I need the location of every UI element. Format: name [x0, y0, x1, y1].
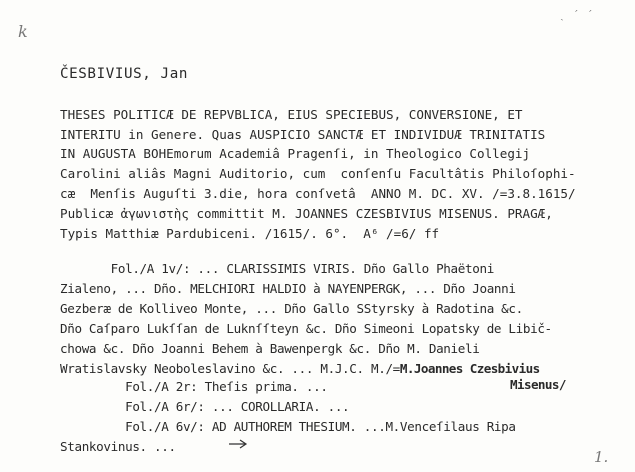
- author-heading: ČESBIVIUS, Jan: [60, 66, 188, 82]
- handwritten-mark-left: k: [18, 22, 28, 41]
- fol-line-10: Stankovinus. ...: [60, 439, 176, 454]
- fol-line-6-text: Wratislavsky Neoboleslavino &c. ... M.J.C. M./=: [60, 361, 400, 376]
- handwritten-card-number: 1.: [594, 448, 609, 466]
- fol-line-6-typed-name: M.Joannes Czesbivius: [399, 361, 540, 376]
- fol-line-7-typed-tail: Misenus/: [510, 377, 566, 392]
- fol-line-1: Fol./A 1v/: ... CLARISSIMIS VIRIS. Dño Gallo Phaëtoni: [60, 261, 494, 276]
- fol-line-6: [60, 362, 540, 376]
- fol-line-4: Dño Caſparo Lukſſan de Luknſſteyn &c. Dño Simeoni Lopatsky de Libič-: [60, 321, 552, 336]
- title-line-6: Publicæ ἀγωνιστὴς committit M. JOANNES CZESBIVIUS MISENUS. PRAGÆ,: [60, 206, 553, 221]
- title-line-4: Carolini aliâs Magni Auditorio, cum conſenſu Facultâtis Philoſophi-: [60, 166, 576, 181]
- fol-line-9: Fol./A 6v/: AD AUTHOREM THESIUM. ...M.Venceſilaus Ripa: [60, 419, 516, 434]
- fol-line-5: chowa &c. Dño Joanni Behem à Bawenpergk &c. Dño M. Danieli: [60, 341, 480, 356]
- title-line-7: Typis Matthiæ Pardubiceni. /1615/. 6°. A⁶ /=6/ ff: [60, 226, 440, 241]
- arrow-icon: [228, 437, 248, 453]
- fol-line-7: [60, 380, 328, 394]
- fol-line-8: Fol./A 6r/: ... COROLLARIA. ...: [60, 399, 350, 414]
- fol-line-3: Gezberæ de Kolliveo Monte, ... Dño Gallo SStyrsky à Radotina &c.: [60, 301, 523, 316]
- fol-line-2: Zialeno, ... Dño. MELCHIORI HALDIO à NAYENPERGK, ... Dño Joanni: [60, 281, 516, 296]
- title-line-5: cæ Menſis Auguſti 3.die, hora conſvetâ ANNO M. DC. XV. /=3.8.1615/: [60, 186, 576, 201]
- title-line-3: IN AUGUSTA BOHEmorum Academiâ Pragenſi, in Theologico Collegij: [60, 146, 531, 161]
- handwritten-mark-top-right: ˎ ′ ′: [560, 8, 596, 21]
- fol-line-7-text: Fol./A 2r: Theſis prima. ...: [60, 379, 328, 394]
- title-line-1: THESES POLITICÆ DE REPVBLICA, EIUS SPECIEBUS, CONVERSIONE, ET: [60, 107, 523, 122]
- title-line-2: INTERITU in Genere. Quas AUSPICIO SANCTÆ ET INDIVIDUÆ TRINITATIS: [60, 127, 546, 142]
